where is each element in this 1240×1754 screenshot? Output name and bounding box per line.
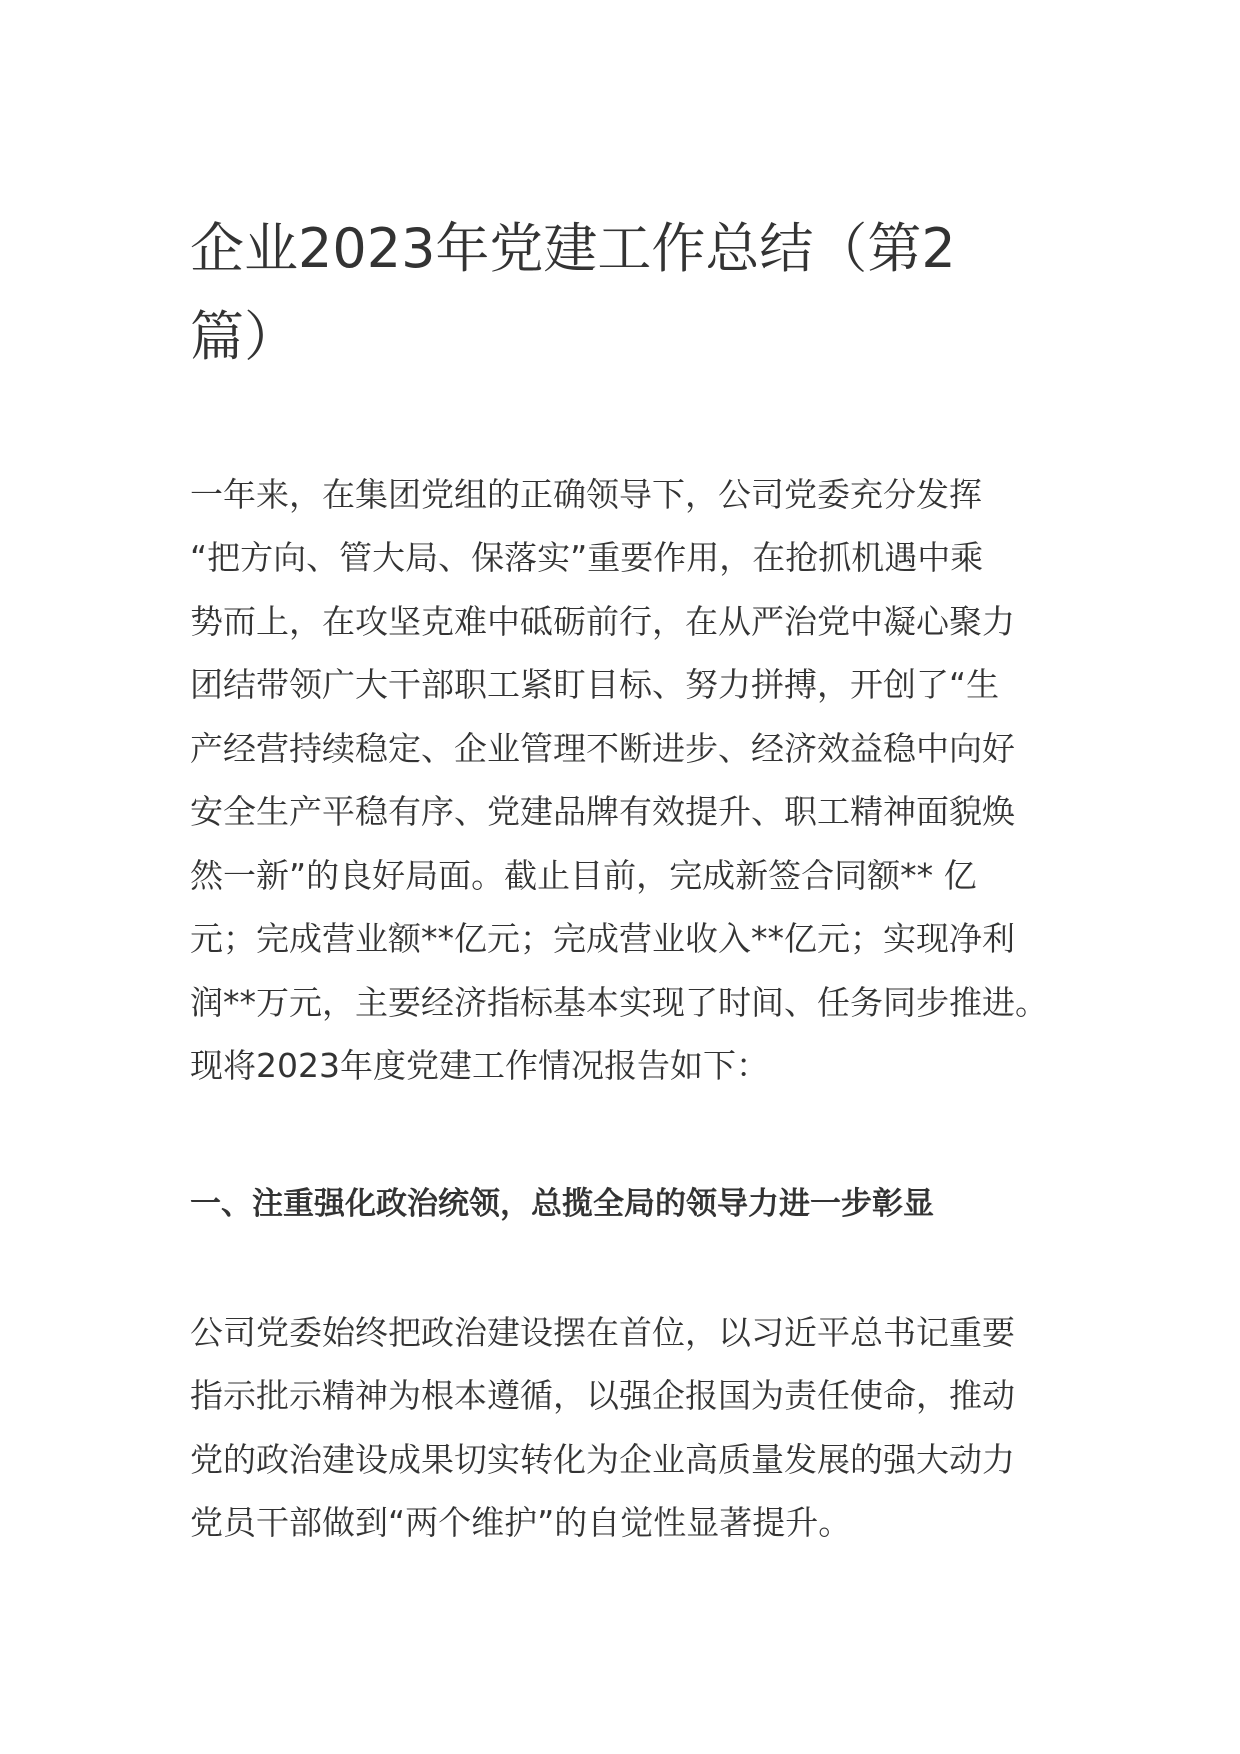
intro-paragraph-line: 安全生产平稳有序、党建品牌有效提升、职工精神面貌焕 <box>190 792 1015 831</box>
intro-paragraph-line: 元；完成营业额**亿元；完成营业收入**亿元；实现净利 <box>190 919 1015 958</box>
intro-paragraph-line: 产经营持续稳定、企业管理不断进步、经济效益稳中向好 <box>190 729 1015 768</box>
intro-paragraph-line: 势而上，在攻坚克难中砥砺前行，在从严治党中凝心聚力 <box>190 602 1015 641</box>
intro-paragraph-line: “把方向、管大局、保落实”重要作用，在抢抓机遇中乘 <box>190 538 984 577</box>
section-1-paragraph-line: 公司党委始终把政治建设摆在首位，以习近平总书记重要 <box>190 1313 1015 1352</box>
section-1-paragraph-line: 党的政治建设成果切实转化为企业高质量发展的强大动力 <box>190 1440 1015 1479</box>
section-1-heading: 一、注重强化政治统领，总揽全局的领导力进一步彰显 <box>190 1186 934 1222</box>
intro-paragraph-line: 一年来，在集团党组的正确领导下，公司党委充分发挥 <box>190 475 982 514</box>
document-title-line-2: 篇） <box>190 305 298 368</box>
intro-paragraph-line: 现将2023年度党建工作情况报告如下： <box>190 1046 769 1085</box>
section-1-paragraph-line: 党员干部做到“两个维护”的自觉性显著提升。 <box>190 1503 852 1542</box>
intro-paragraph-line: 润**万元，主要经济指标基本实现了时间、任务同步推进。 <box>190 983 1048 1022</box>
document-title-line-1: 企业2023年党建工作总结（第2 <box>190 217 956 280</box>
intro-paragraph-line: 然一新”的良好局面。截止目前，完成新签合同额** 亿 <box>190 856 977 895</box>
intro-paragraph-line: 团结带领广大干部职工紧盯目标、努力拼搏，开创了“生 <box>190 665 1000 704</box>
section-1-paragraph-line: 指示批示精神为根本遵循，以强企报国为责任使命，推动 <box>190 1376 1015 1415</box>
